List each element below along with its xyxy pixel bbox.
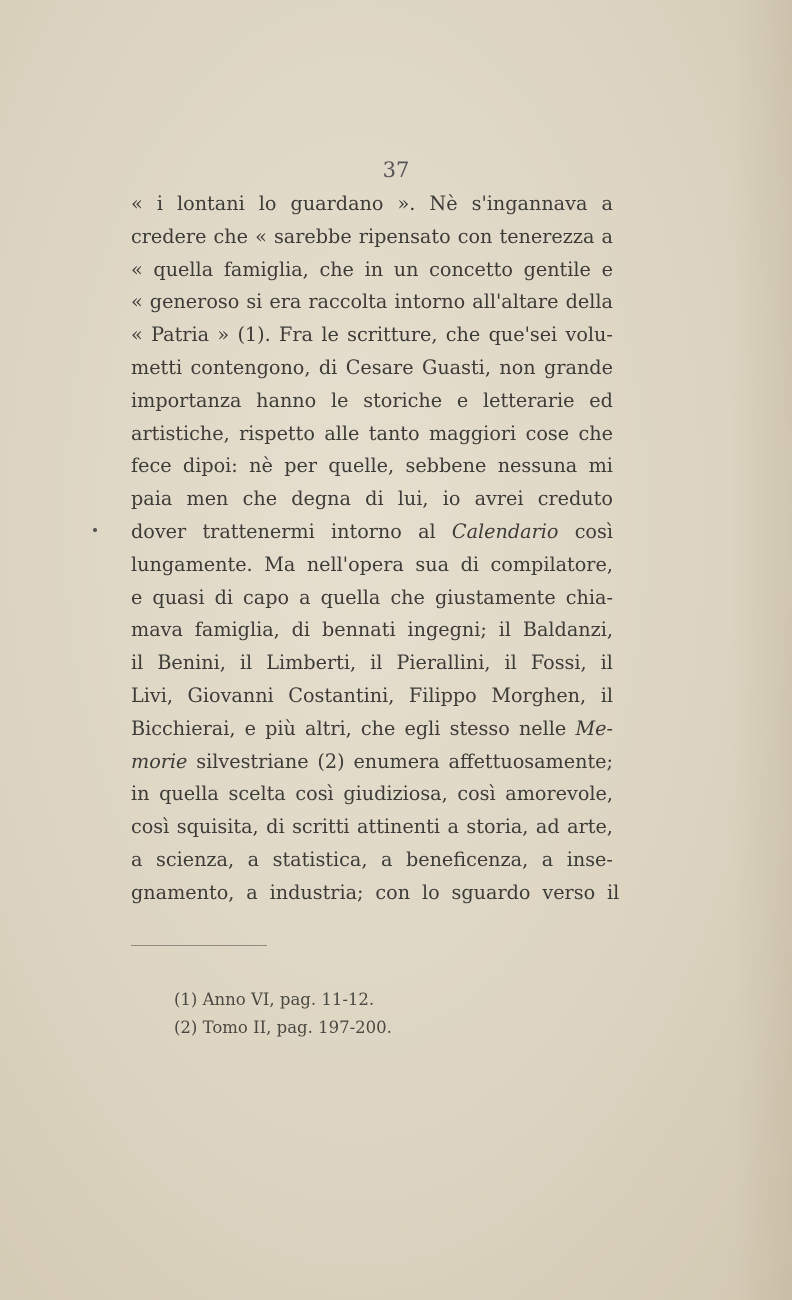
word: le bbox=[330, 388, 349, 412]
word: a bbox=[247, 847, 260, 871]
word: stesso bbox=[449, 716, 510, 740]
text-line bbox=[131, 450, 613, 483]
word: avrei bbox=[474, 487, 524, 511]
word: volu- bbox=[565, 323, 613, 347]
word: a bbox=[447, 815, 459, 839]
word: egli bbox=[404, 716, 441, 740]
word: « bbox=[255, 224, 267, 248]
word: artistiche, bbox=[131, 421, 230, 445]
word: Costantini, bbox=[288, 683, 395, 707]
word: « bbox=[131, 290, 143, 314]
word: mava bbox=[131, 618, 183, 642]
word: Fra bbox=[279, 323, 313, 347]
word: cose bbox=[525, 421, 570, 445]
word: scritti bbox=[292, 815, 350, 839]
word: inse- bbox=[566, 847, 613, 871]
word: amorevole, bbox=[505, 782, 613, 806]
word: Bicchierai, bbox=[131, 716, 236, 740]
word: ingegni; bbox=[407, 618, 487, 642]
word: che bbox=[445, 323, 481, 347]
word: hanno bbox=[256, 388, 317, 412]
word: e bbox=[456, 388, 469, 412]
text-line bbox=[131, 582, 613, 615]
word: nè bbox=[249, 454, 273, 478]
word: sua bbox=[415, 552, 450, 576]
word: silvestriane bbox=[196, 749, 309, 773]
word: fece bbox=[131, 454, 172, 478]
word: importanza bbox=[131, 388, 242, 412]
word: quella bbox=[159, 782, 219, 806]
word: il bbox=[607, 880, 620, 904]
word: così bbox=[131, 815, 170, 839]
word: tenerezza bbox=[499, 224, 595, 248]
word: degna bbox=[291, 487, 351, 511]
word: lo bbox=[258, 192, 277, 215]
word: lontani bbox=[177, 192, 245, 215]
word: attinenti bbox=[357, 815, 440, 839]
word: morie bbox=[131, 749, 188, 773]
word: con bbox=[375, 880, 411, 904]
word: tanto bbox=[368, 421, 420, 445]
word: era bbox=[269, 290, 302, 314]
word: industria; bbox=[269, 880, 364, 904]
word: il bbox=[600, 651, 613, 675]
text-line bbox=[131, 844, 613, 877]
text-line bbox=[131, 516, 613, 549]
word: di bbox=[291, 618, 311, 642]
word: così bbox=[457, 782, 496, 806]
word: così bbox=[295, 782, 334, 806]
word: scelta bbox=[228, 782, 286, 806]
word: Morghen, bbox=[491, 683, 587, 707]
text-line bbox=[131, 778, 613, 811]
word: guardano bbox=[290, 192, 384, 215]
word: chia- bbox=[565, 585, 613, 609]
word: bennati bbox=[321, 618, 396, 642]
word: » bbox=[217, 323, 230, 347]
word: all'altare bbox=[472, 290, 559, 314]
word: quelle, bbox=[328, 454, 395, 478]
text-line bbox=[131, 385, 613, 418]
word: Cesare bbox=[345, 355, 414, 379]
word: a bbox=[541, 847, 554, 871]
word: che bbox=[319, 257, 354, 281]
word: e bbox=[131, 585, 143, 609]
word: famiglia, bbox=[194, 618, 280, 642]
text-line bbox=[131, 549, 613, 582]
word: Benini, bbox=[157, 651, 226, 675]
word: storiche bbox=[363, 388, 443, 412]
word: a bbox=[380, 847, 393, 871]
word: che bbox=[578, 421, 613, 445]
word: di bbox=[460, 552, 480, 576]
word: quella bbox=[320, 585, 381, 609]
word: Guasti, bbox=[422, 355, 491, 379]
word: i bbox=[156, 192, 163, 215]
text-line bbox=[131, 614, 613, 647]
word: della bbox=[565, 290, 613, 314]
word: sebbene bbox=[405, 454, 487, 478]
word: così bbox=[574, 519, 613, 543]
text-line bbox=[131, 877, 620, 910]
text-line bbox=[131, 713, 613, 746]
word: sguardo bbox=[451, 880, 531, 904]
page-edge-shadow bbox=[732, 0, 792, 1300]
word: scritture, bbox=[347, 323, 438, 347]
word: sarebbe bbox=[273, 224, 352, 248]
word: mi bbox=[588, 454, 613, 478]
word: nessuna bbox=[497, 454, 578, 478]
word: Limberti, bbox=[266, 651, 357, 675]
word: verso bbox=[542, 880, 596, 904]
word: lui, bbox=[397, 487, 429, 511]
word: men bbox=[186, 487, 229, 511]
word: (2) bbox=[317, 749, 345, 773]
word: a bbox=[246, 880, 258, 904]
footnotes bbox=[174, 986, 392, 1042]
word: si bbox=[246, 290, 263, 314]
word: paia bbox=[131, 487, 173, 511]
word: ad bbox=[535, 815, 560, 839]
word: storia, bbox=[466, 815, 529, 839]
word: il bbox=[504, 651, 517, 675]
word: Fossi, bbox=[530, 651, 587, 675]
word: famiglia, bbox=[223, 257, 309, 281]
word: a bbox=[601, 224, 613, 248]
word: con bbox=[457, 224, 493, 248]
word: Livi, bbox=[131, 683, 173, 707]
word: Baldanzi, bbox=[522, 618, 613, 642]
word: Patria bbox=[151, 323, 210, 347]
word: in bbox=[364, 257, 384, 281]
word: raccolta bbox=[308, 290, 388, 314]
word: per bbox=[284, 454, 318, 478]
word: Pierallini, bbox=[396, 651, 491, 675]
word: lo bbox=[421, 880, 440, 904]
word: che bbox=[390, 585, 425, 609]
word: quella bbox=[153, 257, 214, 281]
word: al bbox=[418, 519, 436, 543]
word: gentile bbox=[523, 257, 591, 281]
word: « bbox=[131, 323, 143, 347]
word: grande bbox=[544, 355, 613, 379]
word: Ma bbox=[264, 552, 296, 576]
word: altri, bbox=[305, 716, 352, 740]
word: non bbox=[499, 355, 536, 379]
word: ed bbox=[589, 388, 613, 412]
word: dipoi: bbox=[182, 454, 238, 478]
text-line bbox=[131, 254, 613, 287]
body-text bbox=[131, 188, 620, 910]
text-line bbox=[131, 647, 613, 680]
word: beneficenza, bbox=[405, 847, 529, 871]
text-line bbox=[131, 418, 613, 451]
page-number: 37 bbox=[382, 158, 410, 182]
text-line bbox=[131, 319, 613, 352]
word: a bbox=[601, 192, 613, 215]
word: più bbox=[265, 716, 296, 740]
word: affettuosamente; bbox=[448, 749, 613, 773]
word: statistica, bbox=[272, 847, 368, 871]
word: di bbox=[214, 585, 233, 609]
word: squisita, bbox=[176, 815, 259, 839]
word: metti bbox=[131, 355, 183, 379]
word: giudiziosa, bbox=[343, 782, 448, 806]
footnote-2: (2) Tomo II, pag. 197-200. bbox=[174, 1018, 392, 1037]
word: a bbox=[131, 847, 143, 871]
word: Me- bbox=[575, 716, 613, 740]
word: Filippo bbox=[408, 683, 477, 707]
word: contengono, bbox=[190, 355, 311, 379]
word: le bbox=[321, 323, 339, 347]
ink-speck bbox=[93, 528, 97, 532]
word: che bbox=[242, 487, 278, 511]
word: (1). bbox=[237, 323, 271, 347]
word: « bbox=[131, 192, 143, 215]
word: nell'opera bbox=[306, 552, 404, 576]
word: in bbox=[131, 782, 150, 806]
word: quasi bbox=[152, 585, 205, 609]
word: alle bbox=[324, 421, 360, 445]
word: il bbox=[239, 651, 253, 675]
word: s'ingannava bbox=[471, 192, 588, 215]
text-line bbox=[131, 483, 613, 516]
word: Calendario bbox=[451, 519, 559, 543]
word: « bbox=[131, 257, 143, 281]
text-line bbox=[131, 188, 613, 221]
word: il bbox=[131, 651, 144, 675]
word: maggiori bbox=[428, 421, 517, 445]
text-line bbox=[131, 680, 613, 713]
word: dover bbox=[131, 519, 187, 543]
word: enumera bbox=[353, 749, 440, 773]
word: di bbox=[266, 815, 285, 839]
word: trattenermi bbox=[202, 519, 315, 543]
word: giustamente bbox=[434, 585, 556, 609]
word: intorno bbox=[331, 519, 402, 543]
word: nelle bbox=[518, 716, 567, 740]
word: ripensato bbox=[358, 224, 451, 248]
text-line bbox=[131, 811, 613, 844]
word: e bbox=[244, 716, 256, 740]
word: Giovanni bbox=[187, 683, 274, 707]
word: scienza, bbox=[155, 847, 235, 871]
word: un bbox=[393, 257, 419, 281]
word: arte, bbox=[567, 815, 613, 839]
word: que'sei bbox=[488, 323, 558, 347]
word: il bbox=[600, 683, 613, 707]
footnote-1: (1) Anno VI, pag. 11-12. bbox=[174, 990, 375, 1009]
word: Nè bbox=[429, 192, 458, 215]
word: compilatore, bbox=[490, 552, 613, 576]
word: credere bbox=[131, 224, 207, 248]
word: rispetto bbox=[239, 421, 315, 445]
word: a bbox=[299, 585, 311, 609]
text-line bbox=[131, 352, 613, 385]
text-line bbox=[131, 746, 613, 779]
footnote-separator bbox=[131, 945, 267, 946]
word: generoso bbox=[149, 290, 240, 314]
word: ». bbox=[397, 192, 416, 215]
word: di bbox=[318, 355, 338, 379]
word: intorno bbox=[394, 290, 466, 314]
word: e bbox=[601, 257, 613, 281]
word: creduto bbox=[537, 487, 613, 511]
word: capo bbox=[243, 585, 290, 609]
word: gnamento, bbox=[131, 880, 235, 904]
word: di bbox=[365, 487, 384, 511]
text-line bbox=[131, 221, 613, 254]
word: lungamente. bbox=[131, 552, 253, 576]
word: il bbox=[498, 618, 511, 642]
word: concetto bbox=[429, 257, 513, 281]
word: io bbox=[442, 487, 461, 511]
word: che bbox=[360, 716, 396, 740]
word: letterarie bbox=[482, 388, 575, 412]
text-line bbox=[131, 286, 613, 319]
word: il bbox=[370, 651, 383, 675]
word: che bbox=[213, 224, 249, 248]
